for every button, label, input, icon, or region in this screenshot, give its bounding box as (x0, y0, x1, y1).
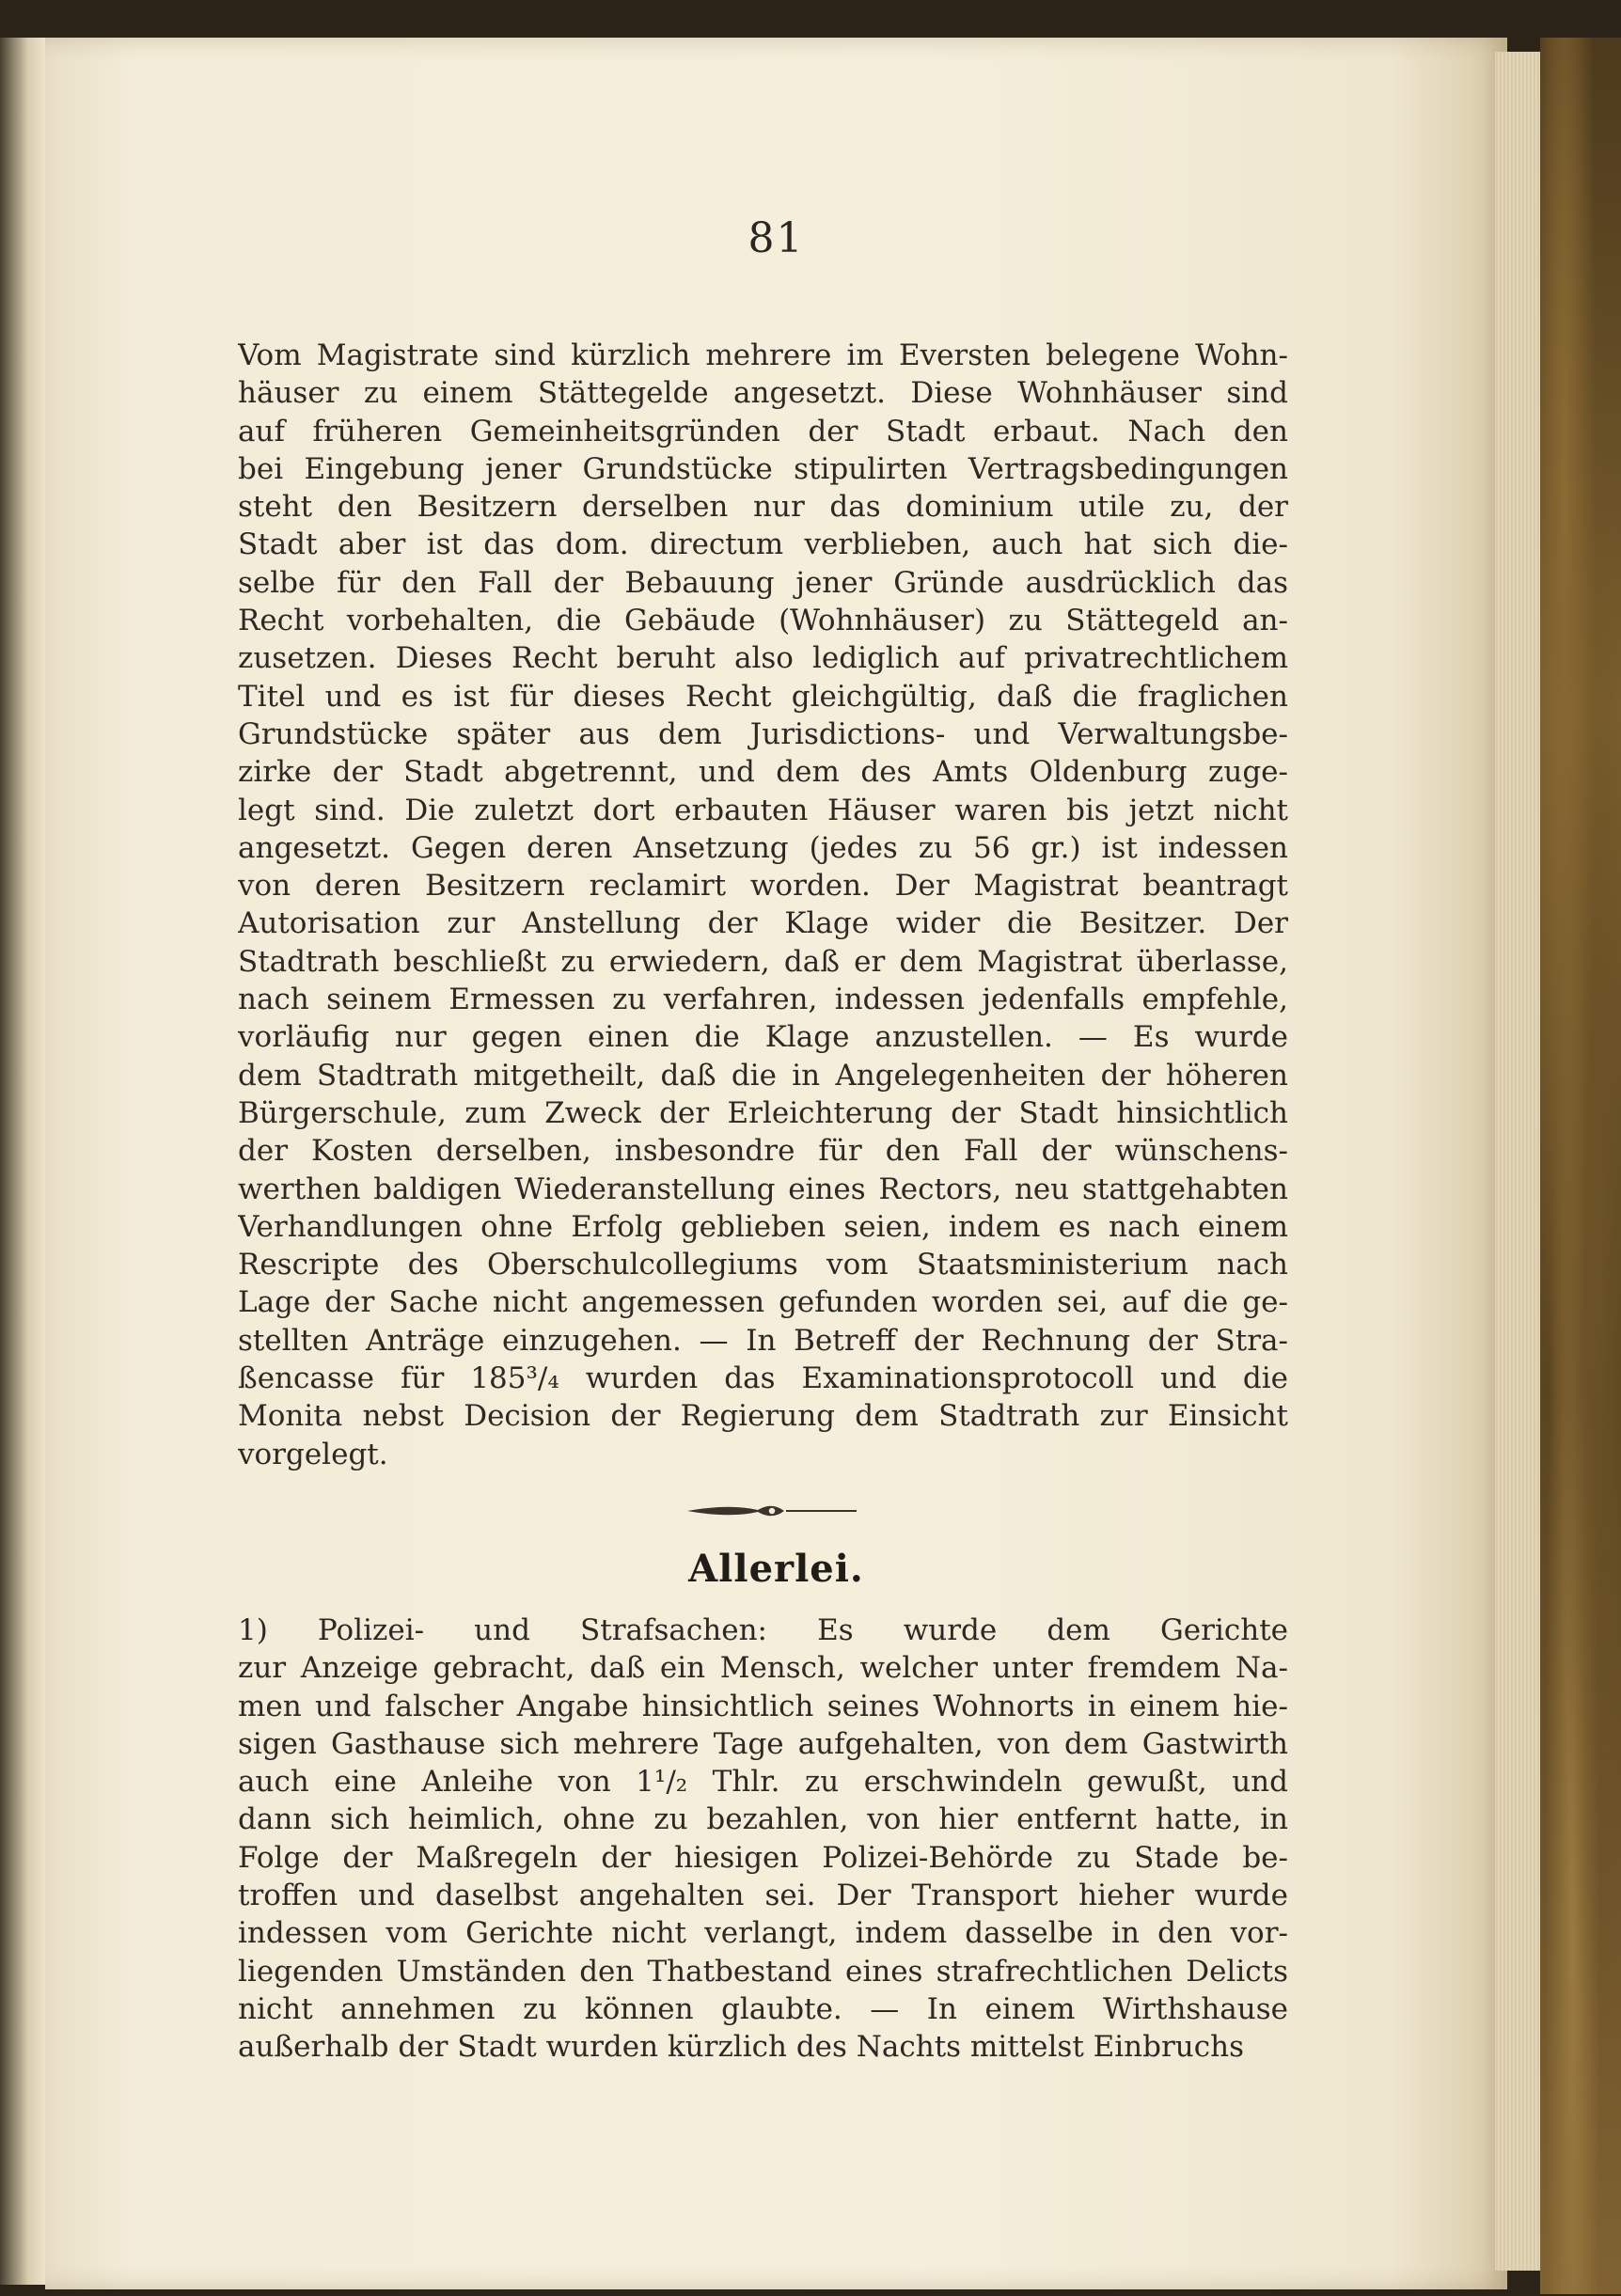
text-line: dem Stadtrath mitgetheilt, daß die in Angelegenheiten der höheren (238, 1058, 1288, 1093)
text-line: indessen vom Gerichte nicht verlangt, indem dasselbe in den vor- (238, 1916, 1288, 1951)
text-line: Recht vorbehalten, die Gebäude (Wohnhäuser) zu Stättegeld an- (238, 604, 1288, 638)
text-line: legt sind. Die zuletzt dort erbauten Häuser waren bis jetzt nicht (238, 793, 1288, 827)
text-line: vorläufig nur gegen einen die Klage anzustellen. — Es wurde (238, 1020, 1288, 1055)
ornament-divider (683, 1500, 861, 1522)
text-line: Lage der Sache nicht angemessen gefunden worden sei, auf die ge- (238, 1285, 1288, 1320)
text-line: Vom Magistrate sind kürzlich mehrere im Eversten belegene Wohn- (238, 338, 1288, 372)
text-line: Bürgerschule, zum Zweck der Erleichterung der Stadt hinsichtlich (238, 1095, 1288, 1130)
text-line: außerhalb der Stadt wurden kürzlich des Nachts mittelst Einbruchs (238, 2030, 1244, 2065)
text-line: liegenden Umständen den Thatbestand eines strafrechtlichen Delicts (238, 1954, 1288, 1989)
text-line: dann sich heimlich, ohne zu bezahlen, von hier entfernt hatte, in (238, 1802, 1288, 1837)
text-line: Stadtrath beschließt zu erwiedern, daß er dem Magistrat überlasse, (238, 944, 1288, 979)
page-number: 81 (748, 214, 805, 262)
page-stack-edge (1495, 52, 1544, 2271)
text-line: bei Eingebung jener Grundstücke stipulirten Vertragsbedingungen (238, 451, 1288, 486)
text-line: troffen und daselbst angehalten sei. Der Transport hieher wurde (238, 1879, 1288, 1913)
text-line: ßencasse für 185³/₄ wurden das Examinationsprotocoll und die (238, 1361, 1288, 1396)
text-line: stellten Anträge einzugehen. — In Betreff der Rechnung der Stra- (238, 1323, 1288, 1358)
text-line: Monita nebst Decision der Regierung dem Stadtrath zur Einsicht (238, 1399, 1288, 1434)
text-line: häuser zu einem Stättegelde angesetzt. Diese Wohnhäuser sind (238, 376, 1288, 411)
text-line: werthen baldigen Wiederanstellung eines Rectors, neu stattgehabten (238, 1172, 1288, 1206)
book-page (45, 38, 1507, 2289)
previous-page-edge (0, 38, 47, 2285)
text-line: Folge der Maßregeln der hiesigen Polizei-Behörde zu Stade be- (238, 1840, 1288, 1875)
text-line: Grundstücke später aus dem Jurisdictions- und Verwaltungsbe- (238, 716, 1288, 751)
paragraph-magistrate (238, 337, 1288, 1473)
text-line: zusetzen. Dieses Recht beruht also lediglich auf privatrechtlichem (238, 641, 1288, 676)
text-line: zirke der Stadt abgetrennt, und dem des Amts Oldenburg zuge- (238, 755, 1288, 790)
text-line: angesetzt. Gegen deren Ansetzung (jedes zu 56 gr.) ist indessen (238, 830, 1288, 865)
text-line: nicht annehmen zu können glaubte. — In einem Wirthshause (238, 1991, 1288, 2026)
text-line: Verhandlungen ohne Erfolg geblieben seien, indem es nach einem (238, 1209, 1288, 1244)
text-line: auch eine Anleihe von 1¹/₂ Thlr. zu erschwindeln gewußt, und (238, 1765, 1288, 1800)
text-line: 1) Polizei- und Strafsachen: Es wurde dem Gerichte (238, 1613, 1288, 1647)
text-line: Rescripte des Oberschulcollegiums vom Staatsministerium nach (238, 1248, 1288, 1282)
marbled-cover (1540, 38, 1621, 2294)
text-line: Stadt aber ist das dom. directum verblieben, auch hat sich die- (238, 527, 1288, 562)
text-line: nach seinem Ermessen zu verfahren, indessen jedenfalls empfehle, (238, 983, 1288, 1017)
text-line: auf früheren Gemeinheitsgründen der Stadt erbaut. Nach den (238, 414, 1288, 448)
text-line: steht den Besitzern derselben nur das dominium utile zu, der (238, 490, 1288, 525)
text-line: selbe für den Fall der Bebauung jener Gründe ausdrücklich das (238, 565, 1288, 600)
text-line: Autorisation zur Anstellung der Klage wider die Besitzer. Der (238, 906, 1288, 941)
section-heading: Allerlei. (688, 1547, 864, 1591)
text-line: zur Anzeige gebracht, daß ein Mensch, welcher unter fremdem Na- (238, 1651, 1288, 1686)
text-line: Titel und es ist für dieses Recht gleichgültig, daß die fraglichen (238, 679, 1288, 714)
paragraph-police (238, 1612, 1288, 2067)
text-line: vorgelegt. (238, 1437, 388, 1471)
text-line: von deren Besitzern reclamirt worden. Der Magistrat beantragt (238, 869, 1288, 904)
text-line: men und falscher Angabe hinsichtlich seines Wohnorts in einem hie- (238, 1689, 1288, 1723)
text-line: der Kosten derselben, insbesondre für den Fall der wünschens- (238, 1134, 1288, 1169)
text-line: sigen Gasthause sich mehrere Tage aufgehalten, von dem Gastwirth (238, 1726, 1288, 1761)
